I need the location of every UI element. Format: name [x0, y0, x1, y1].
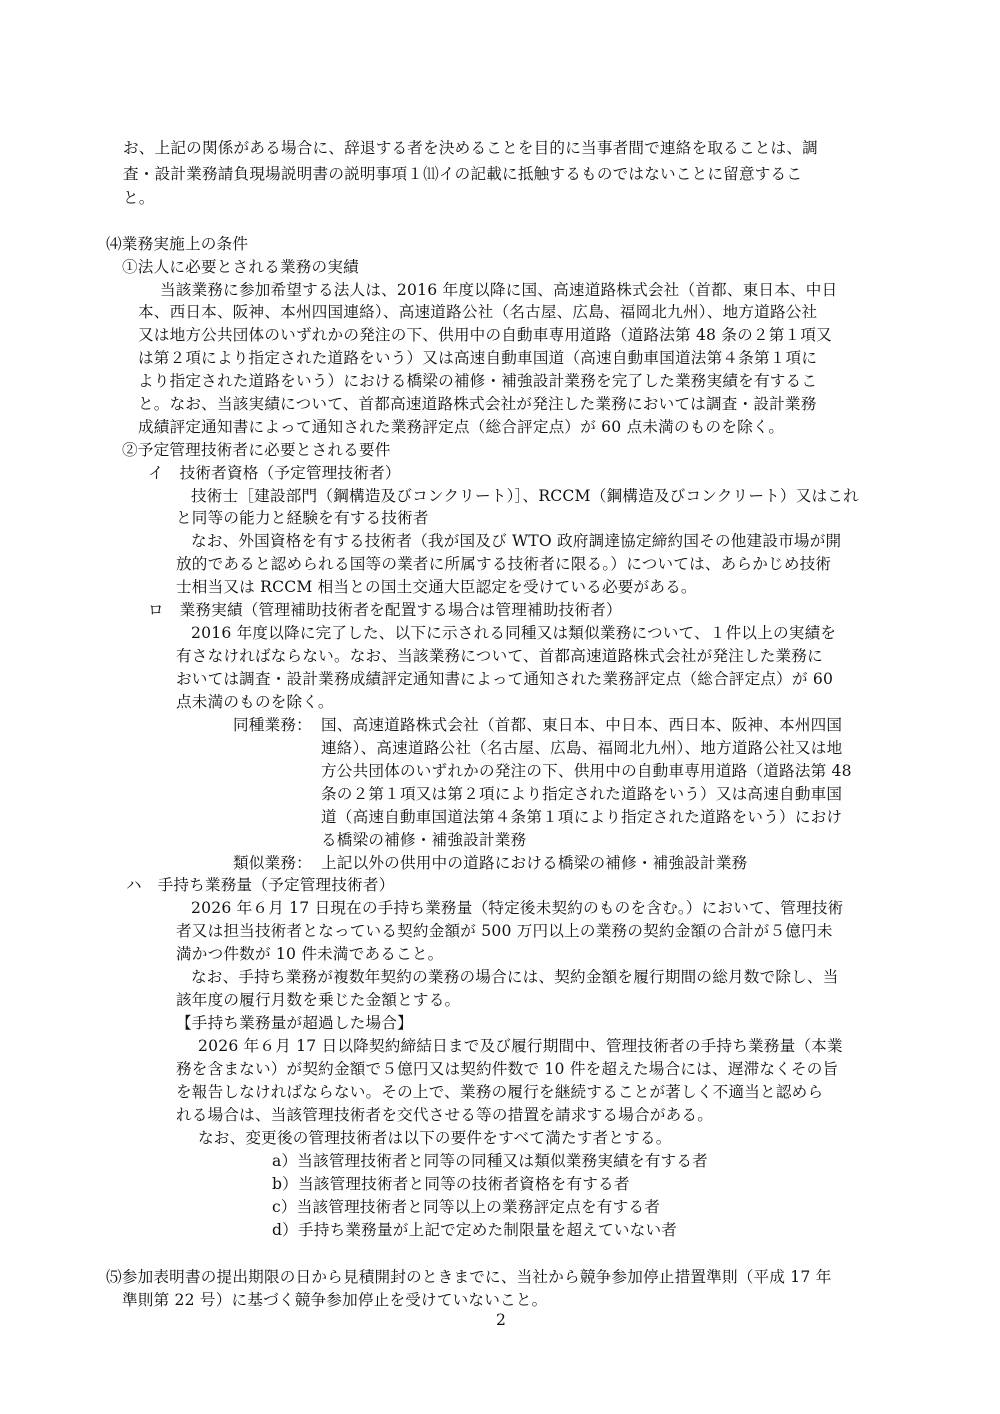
page-number: 2: [496, 1311, 507, 1329]
excess-line: 2026 年６月 17 日以降契約締結日まで及び履行期間中、管理技術者の手持ち業務量（本業: [198, 1037, 843, 1055]
excess-line: れる場合は、当該管理技術者を交代させる等の措置を請求する場合がある。: [176, 1106, 713, 1124]
section-5-line: 準則第 22 号）に基づく競争参加停止を受けていないこと。: [122, 1291, 548, 1309]
intro-line: と。: [123, 189, 155, 207]
same-work-label: 同種業務：: [233, 716, 312, 734]
same-work-line: 方公共団体のいずれかの発注の下、供用中の自動車専用道路（道路法第 48: [321, 762, 852, 780]
subitem-i-line: なお、外国資格を有する技術者（我が国及び WTO 政府調達協定締約国その他建設市場が開: [191, 532, 842, 550]
same-work-line: 道（高速自動車国道法第４条第１項により指定された道路をいう）におけ: [321, 808, 843, 826]
subitem-i-line: 放的であると認められる国等の業者に所属する技術者に限る。）については、あらかじめ技術: [176, 555, 832, 573]
excess-title: 【手持ち業務量が超過した場合】: [176, 1014, 413, 1032]
requirement-item: a）当該管理技術者と同等の同種又は類似業務実績を有する者: [272, 1152, 708, 1170]
intro-line: 査・設計業務請負現場説明書の説明事項１⑾イの記載に抵触するものではないことに留意するこ: [123, 165, 803, 183]
intro-line: お、上記の関係がある場合に、辞退する者を決めることを目的に当事者間で連絡を取ることは、調: [123, 139, 818, 157]
same-work-line: 連絡）、高速道路公社（名古屋、広島、福岡北九州）、地方道路公社又は地: [321, 739, 843, 757]
subitem-ro-line: 点未満のものを除く。: [176, 693, 334, 711]
subitem-i-line: 士相当又は RCCM 相当との国土交通大臣認定を受けている必要がある。: [176, 578, 697, 596]
section-5-line: ⑸参加表明書の提出期限の日から見積開封のときまでに、当社から競争参加停止措置準則（平成 17 年: [106, 1268, 832, 1286]
excess-line: 務を含まない）が契約金額で５億円又は契約件数で 10 件を超えた場合には、遅滞なくその旨: [176, 1060, 839, 1078]
subitem-ha-title: ハ 手持ち業務量（予定管理技術者）: [126, 876, 395, 894]
subitem-i-title: イ 技術者資格（予定管理技術者）: [148, 464, 401, 482]
item-1-line: より指定された道路をいう）における橋梁の補修・補強設計業務を完了した業務実績を有するこ: [138, 372, 818, 390]
item-1-line: 成績評定通知書によって通知された業務評定点（総合評定点）が 60 点未満のものを除く。: [138, 418, 785, 436]
subitem-ro-title: ロ 業務実績（管理補助技術者を配置する場合は管理補助技術者）: [148, 601, 622, 619]
excess-line: を報告しなければならない。その上で、業務の履行を継続することが著しく不適当と認めら: [176, 1083, 824, 1101]
subitem-ro-line: 2016 年度以降に完了した、以下に示される同種又は類似業務について、１件以上の実績を: [191, 624, 837, 642]
subitem-ha-line: 該年度の履行月数を乗じた金額とする。: [176, 991, 461, 1009]
same-work-line: る橋梁の補修・補強設計業務: [321, 831, 527, 849]
similar-work-line: 上記以外の供用中の道路における橋梁の補修・補強設計業務: [321, 854, 748, 872]
same-work-line: 条の２第１項又は第２項により指定された道路をいう）又は高速自動車国: [321, 785, 843, 803]
subitem-i-line: 技術士［建設部門（鋼構造及びコンクリート）］、RCCM（鋼構造及びコンクリート）又はこれ: [191, 487, 859, 505]
requirement-item: c）当該管理技術者と同等以上の業務評定点を有する者: [272, 1198, 660, 1216]
requirement-item: d）手持ち業務量が上記で定めた制限量を超えていない者: [272, 1221, 678, 1239]
same-work-line: 国、高速道路株式会社（首都、東日本、中日本、西日本、阪神、本州四国: [321, 716, 843, 734]
subitem-ha-line: なお、手持ち業務が複数年契約の業務の場合には、契約金額を履行期間の総月数で除し、当: [191, 968, 839, 986]
item-1-line: と。なお、当該実績について、首都高速道路株式会社が発注した業務においては調査・設計業務: [138, 395, 817, 413]
item-1-line: 本、西日本、阪神、本州四国連絡）、高速道路公社（名古屋、広島、福岡北九州）、地方道路公社: [138, 303, 818, 321]
subitem-ha-line: 者又は担当技術者となっている契約金額が 500 万円以上の業務の契約金額の合計が５億円未: [176, 922, 833, 940]
subitem-ro-line: 有さなければならない。なお、当該業務について、首都高速道路株式会社が発注した業務に: [176, 647, 823, 665]
subitem-ha-line: 満かつ件数が 10 件未満であること。: [176, 945, 444, 963]
item-1-line: 又は地方公共団体のいずれかの発注の下、供用中の自動車専用道路（道路法第 48 条の２第１項又: [138, 326, 832, 344]
requirement-item: b）当該管理技術者と同等の技術者資格を有する者: [272, 1175, 630, 1193]
item-1-line: は第２項により指定された道路をいう）又は高速自動車国道（高速自動車国道法第４条第１項に: [138, 349, 818, 367]
item-2-title: ②予定管理技術者に必要とされる要件: [122, 441, 391, 459]
subitem-ha-line: 2026 年６月 17 日現在の手持ち業務量（特定後未契約のものを含む。）において、管理技術: [191, 899, 844, 917]
subitem-ro-line: おいては調査・設計業務成績評定通知書によって通知された業務評定点（総合評定点）が 60: [176, 670, 834, 688]
item-1-title: ①法人に必要とされる業務の実績: [122, 258, 359, 276]
similar-work-label: 類似業務：: [233, 854, 312, 872]
subitem-i-line: と同等の能力と経験を有する技術者: [176, 509, 429, 527]
section-4-heading: ⑷業務実施上の条件: [106, 235, 249, 253]
item-1-line: 当該業務に参加希望する法人は、2016 年度以降に国、高速道路株式会社（首都、東日本、中日: [160, 281, 838, 299]
excess-line: なお、変更後の管理技術者は以下の要件をすべて満たす者とする。: [198, 1129, 672, 1147]
